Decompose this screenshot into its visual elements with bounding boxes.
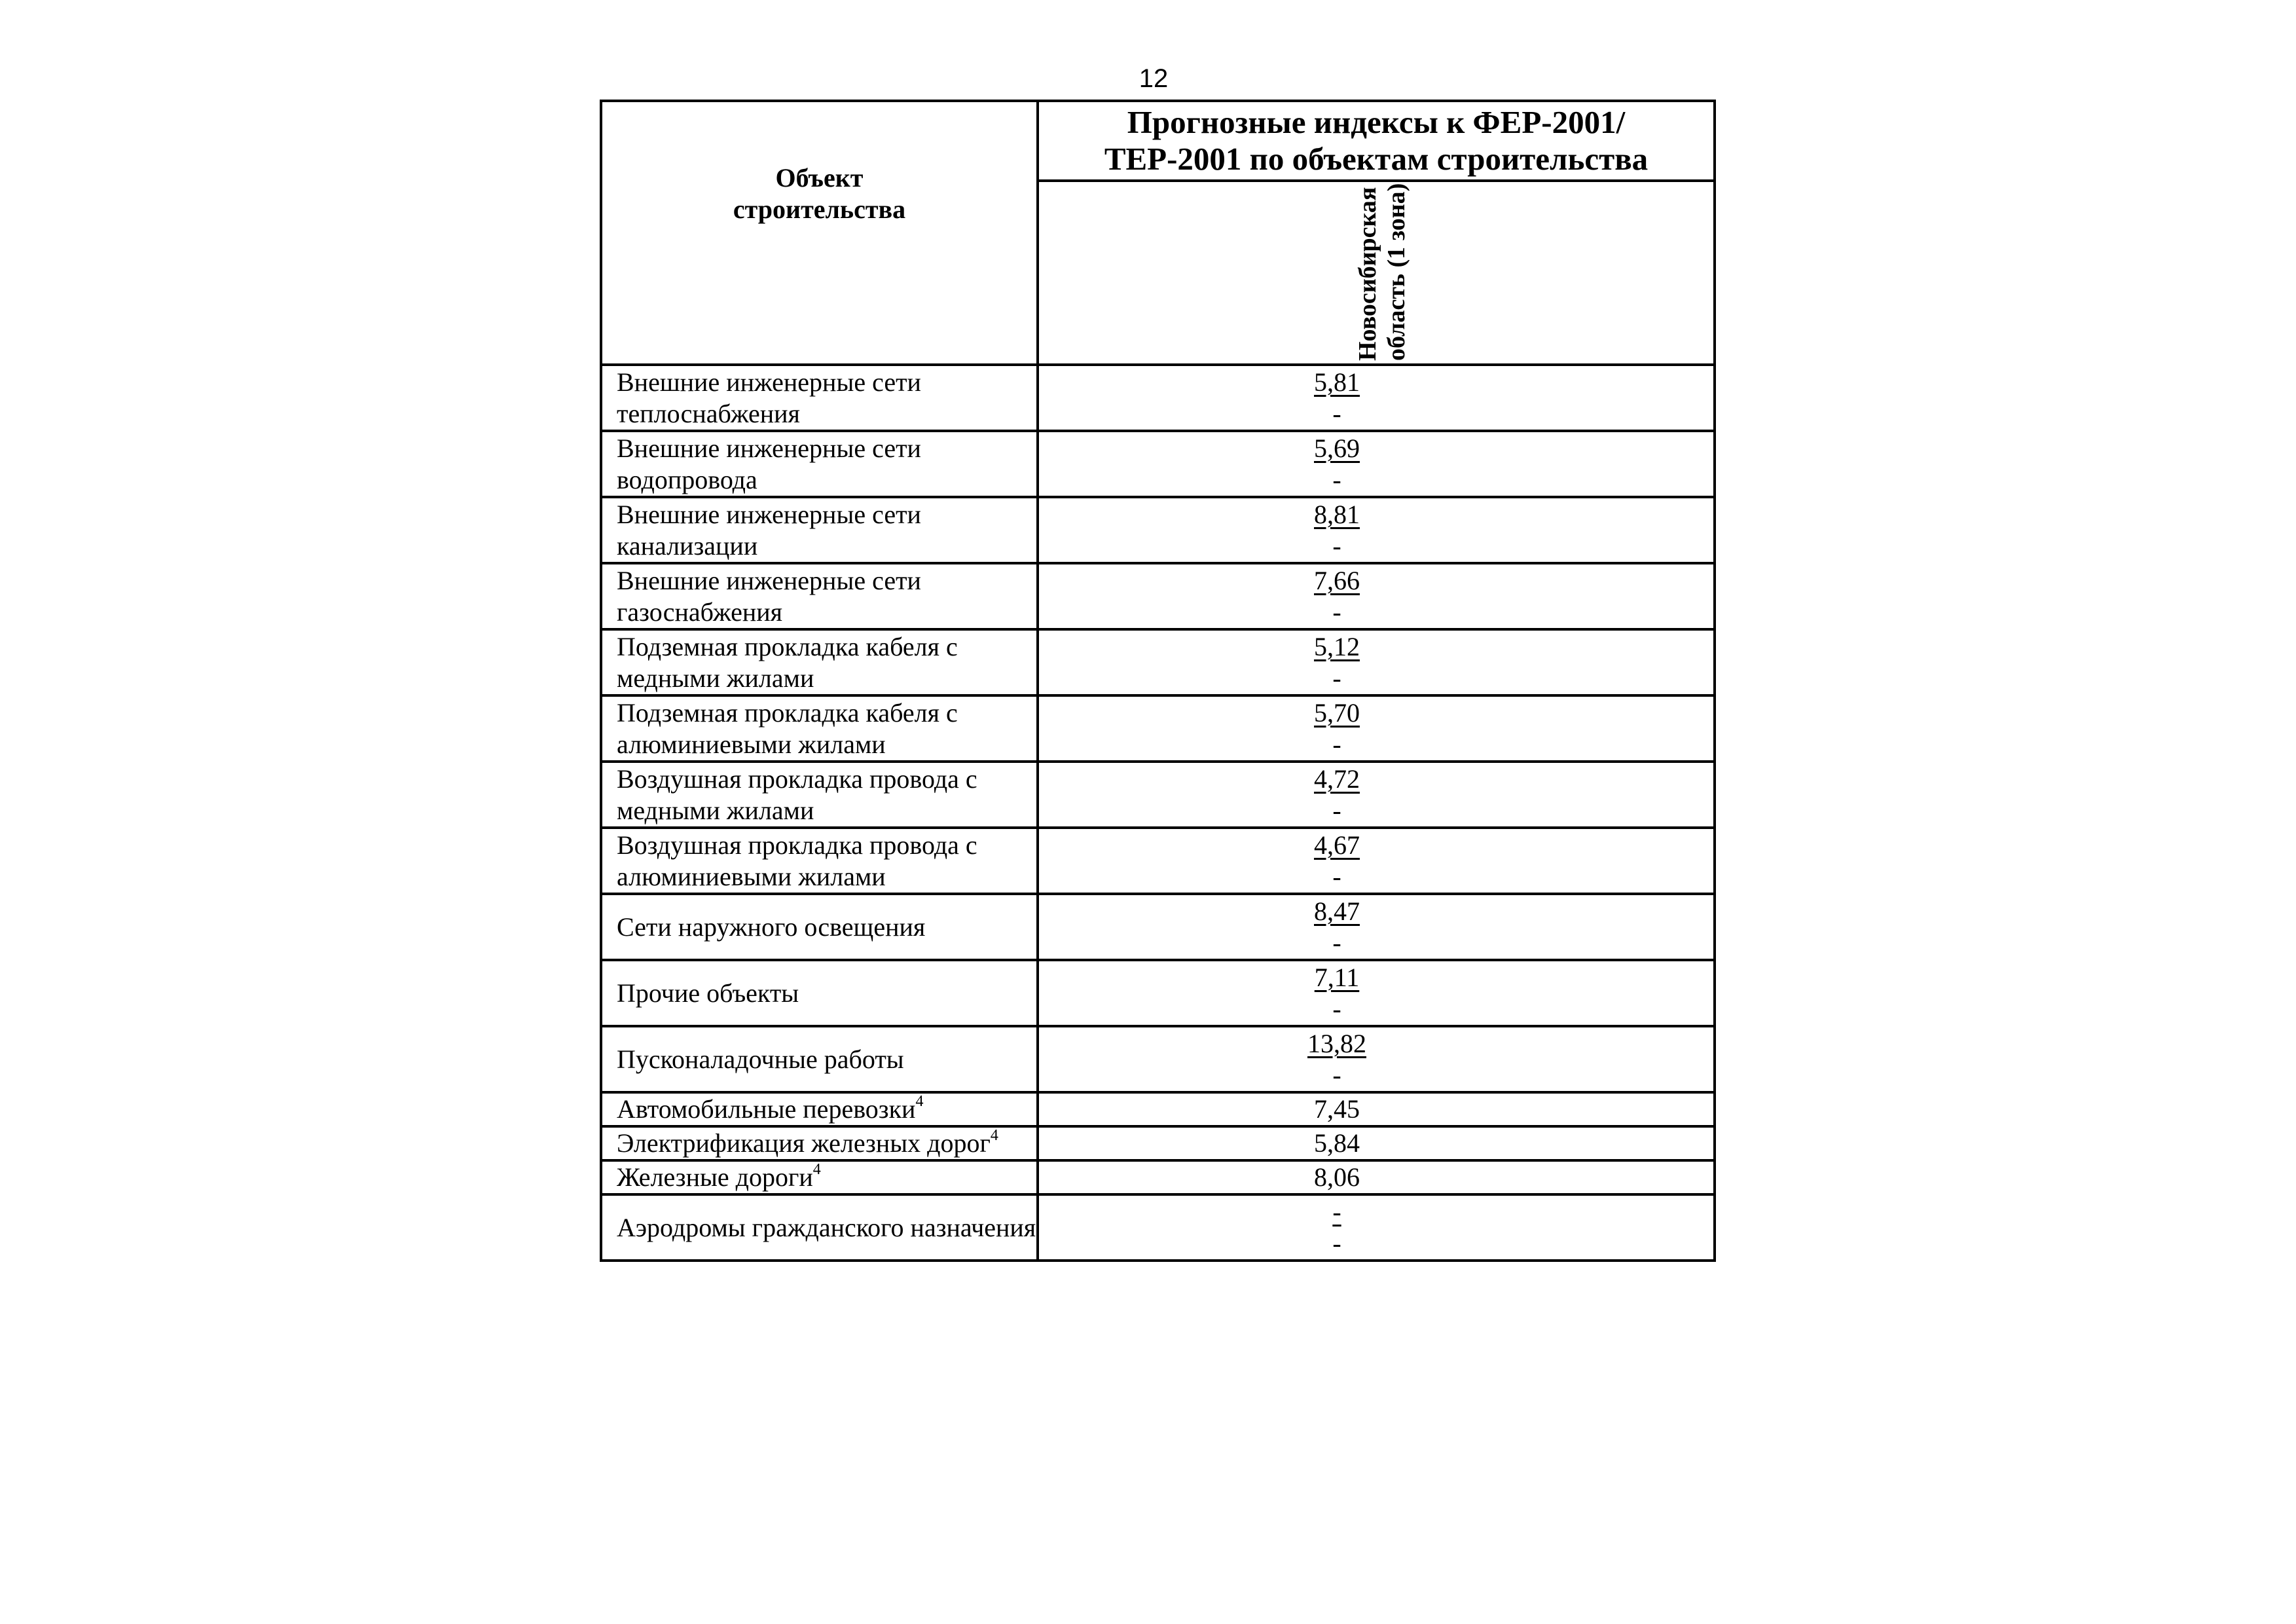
value-cell [1038,431,1715,497]
value-bottom: - [1332,398,1341,428]
table-row [601,894,1715,960]
page-number: 12 [1139,64,1169,93]
value-top: 13,82 [1307,1028,1366,1058]
object-cell [601,1126,1038,1160]
value-cell [1038,1026,1715,1092]
table-row [601,497,1715,563]
object-cell [601,828,1038,894]
value-cell [1038,828,1715,894]
value-top: 7,11 [1314,962,1360,992]
table-row [601,365,1715,431]
table-row [601,1092,1715,1126]
index-table [600,100,1716,1262]
object-cell [601,695,1038,762]
header-row [601,101,1715,181]
object-name: Электрификация железных дорог [617,1128,991,1158]
table-row [601,1194,1715,1261]
value-cell [1038,960,1715,1026]
value-bottom: - [1332,861,1341,891]
table-row [601,1160,1715,1194]
object-cell [601,894,1038,960]
table-row [601,629,1715,695]
value-cell [1038,629,1715,695]
table-row [601,960,1715,1026]
table-row [601,563,1715,629]
header-group [1038,101,1715,181]
object-name: Автомобильные перевозки [617,1094,916,1124]
value-cell [1038,894,1715,960]
value-cell [1038,762,1715,828]
object-name: Сети наружного освещения [617,912,926,942]
value-bottom: - [1332,1060,1341,1090]
object-name: Подземная прокладка кабеля с медными жилами [617,631,958,693]
value-cell [1038,1092,1715,1126]
object-name: Подземная прокладка кабеля с алюминиевыми жилами [617,697,958,759]
value-cell [1038,497,1715,563]
object-name: Пусконаладочные работы [617,1044,904,1074]
value-cell [1038,695,1715,762]
value-bottom: - [1332,597,1341,627]
object-cell [601,497,1038,563]
header-region [1038,181,1715,365]
table-row [601,762,1715,828]
object-cell [601,431,1038,497]
value-single: 8,06 [1314,1162,1360,1192]
object-name: Прочие объекты [617,978,799,1008]
table-row [601,431,1715,497]
value-single: 7,45 [1314,1094,1360,1124]
object-cell [601,1194,1038,1261]
object-cell [601,960,1038,1026]
value-top: 4,72 [1314,764,1360,794]
value-bottom: - [1332,993,1341,1024]
header-object [601,101,1038,365]
object-cell [601,365,1038,431]
value-bottom: - [1332,1228,1341,1258]
value-cell [1038,1160,1715,1194]
value-cell [1038,563,1715,629]
value-top: 5,69 [1314,433,1360,463]
value-cell [1038,1194,1715,1261]
object-name: Внешние инженерные сети теплоснабжения [617,367,921,428]
value-bottom: - [1332,729,1341,759]
footnote-mark: 4 [812,1160,821,1178]
value-top: 5,81 [1314,367,1360,397]
header-group-label: Прогнозные индексы к ФЕР-2001/ТЕР-2001 по объектам строительства [1104,104,1649,177]
value-top: 8,47 [1314,896,1360,926]
value-top: 7,66 [1314,565,1360,595]
object-cell [601,1160,1038,1194]
object-name: Внешние инженерные сети газоснабжения [617,565,921,627]
value-bottom: - [1332,464,1341,494]
value-top: 8,81 [1314,499,1360,529]
value-bottom: - [1332,795,1341,825]
header-object-label: Объект строительства [733,162,906,224]
object-name: Аэродромы гражданского назначения [617,1212,1036,1242]
value-single: 5,84 [1314,1128,1360,1158]
value-bottom: - [1332,530,1341,561]
header-region-label [1353,183,1413,361]
value-cell [1038,365,1715,431]
value-bottom: - [1332,927,1341,957]
object-name: Железные дороги [617,1162,813,1192]
object-name: Воздушная прокладка провода с медными жилами [617,764,977,825]
value-top: 5,12 [1314,631,1360,661]
value-top: 5,70 [1314,697,1360,728]
value-top: 4,67 [1314,830,1360,860]
value-top: - [1332,1196,1341,1227]
object-cell [601,1026,1038,1092]
value-bottom: - [1332,663,1341,693]
object-name: Внешние инженерные сети канализации [617,499,921,561]
object-cell [601,762,1038,828]
object-name: Внешние инженерные сети водопровода [617,433,921,494]
header-region-line2: область (1 зона) [1383,183,1410,361]
footnote-mark: 4 [990,1126,998,1144]
table-row [601,695,1715,762]
footnote-mark: 4 [915,1092,924,1110]
table-row [601,1126,1715,1160]
object-name: Воздушная прокладка провода с алюминиевыми жилами [617,830,977,891]
header-region-line1: Новосибирская [1354,187,1381,361]
table-row [601,1026,1715,1092]
object-cell [601,1092,1038,1126]
object-cell [601,563,1038,629]
value-cell [1038,1126,1715,1160]
table-row [601,828,1715,894]
object-cell [601,629,1038,695]
